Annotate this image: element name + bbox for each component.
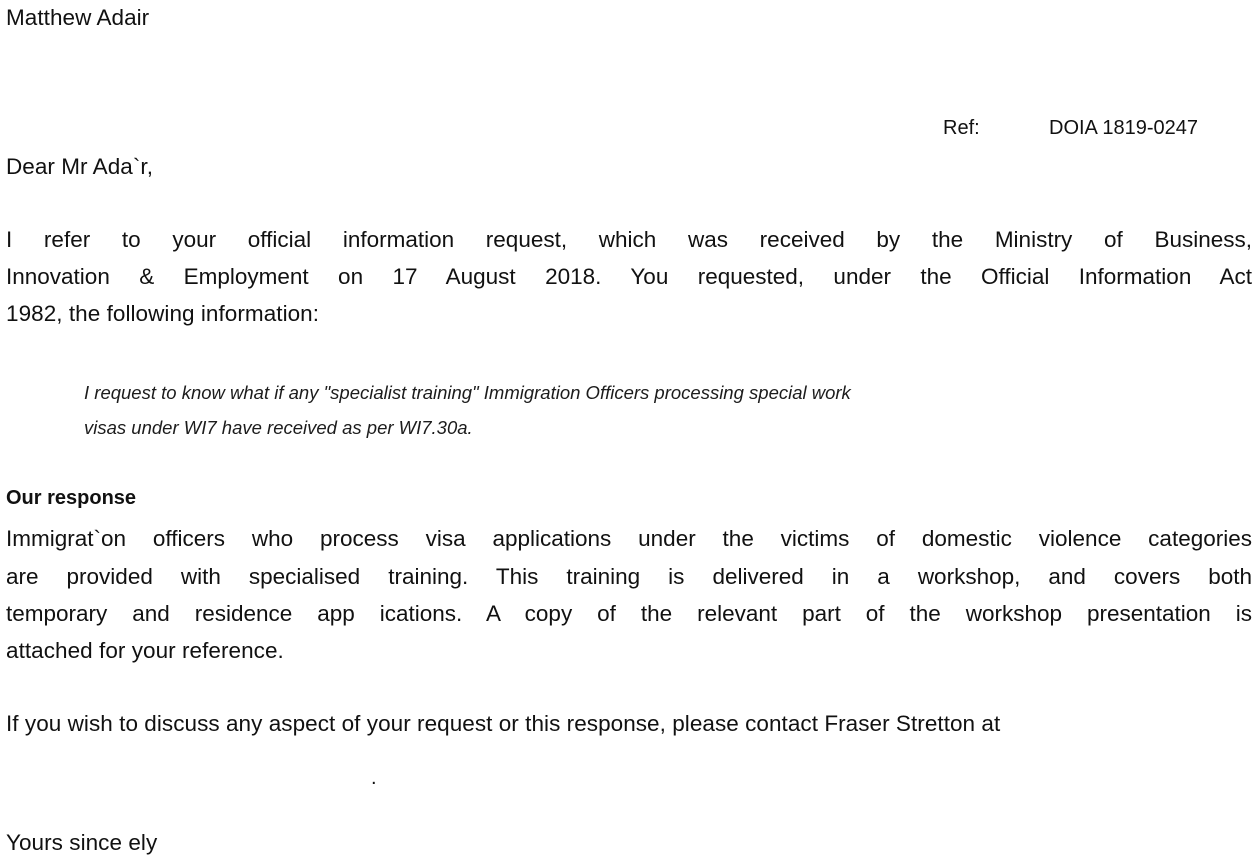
intro-line-3: 1982, the following information: (6, 301, 320, 326)
salutation: Dear Mr Ada`r, (6, 154, 153, 179)
response-line-2: are provided with specialised training. This training is delivered in a workshop, and covers both (6, 564, 1252, 589)
response-line-1: Immigrat`on officers who process visa applications under the victims of domestic violence categories (6, 526, 1252, 551)
contact-line: If you wish to discuss any aspect of your request or this response, please contact Fraser Stretton at (6, 711, 1001, 736)
response-heading: Our response (6, 487, 137, 509)
closing-line: Yours since ely (6, 830, 158, 855)
intro-line-1: I refer to your official information request, which was received by the Ministry of Business, (6, 227, 1252, 252)
reference-label: Ref: (943, 117, 980, 139)
contact-mark: . (371, 767, 377, 789)
request-quote-line-1: I request to know what if any "specialist training" Immigration Officers processing special work (84, 382, 851, 403)
response-line-3: temporary and residence app ications. A copy of the relevant part of the workshop presentation is (6, 601, 1252, 626)
response-line-4: attached for your reference. (6, 638, 284, 663)
intro-line-2: Innovation & Employment on 17 August 2018. You requested, under the Official Information Act (6, 264, 1252, 289)
reference-value: DOIA 1819-0247 (1049, 117, 1198, 139)
request-quote-line-2: visas under WI7 have received as per WI7.30a. (84, 417, 473, 438)
recipient-name: Matthew Adair (6, 5, 150, 30)
